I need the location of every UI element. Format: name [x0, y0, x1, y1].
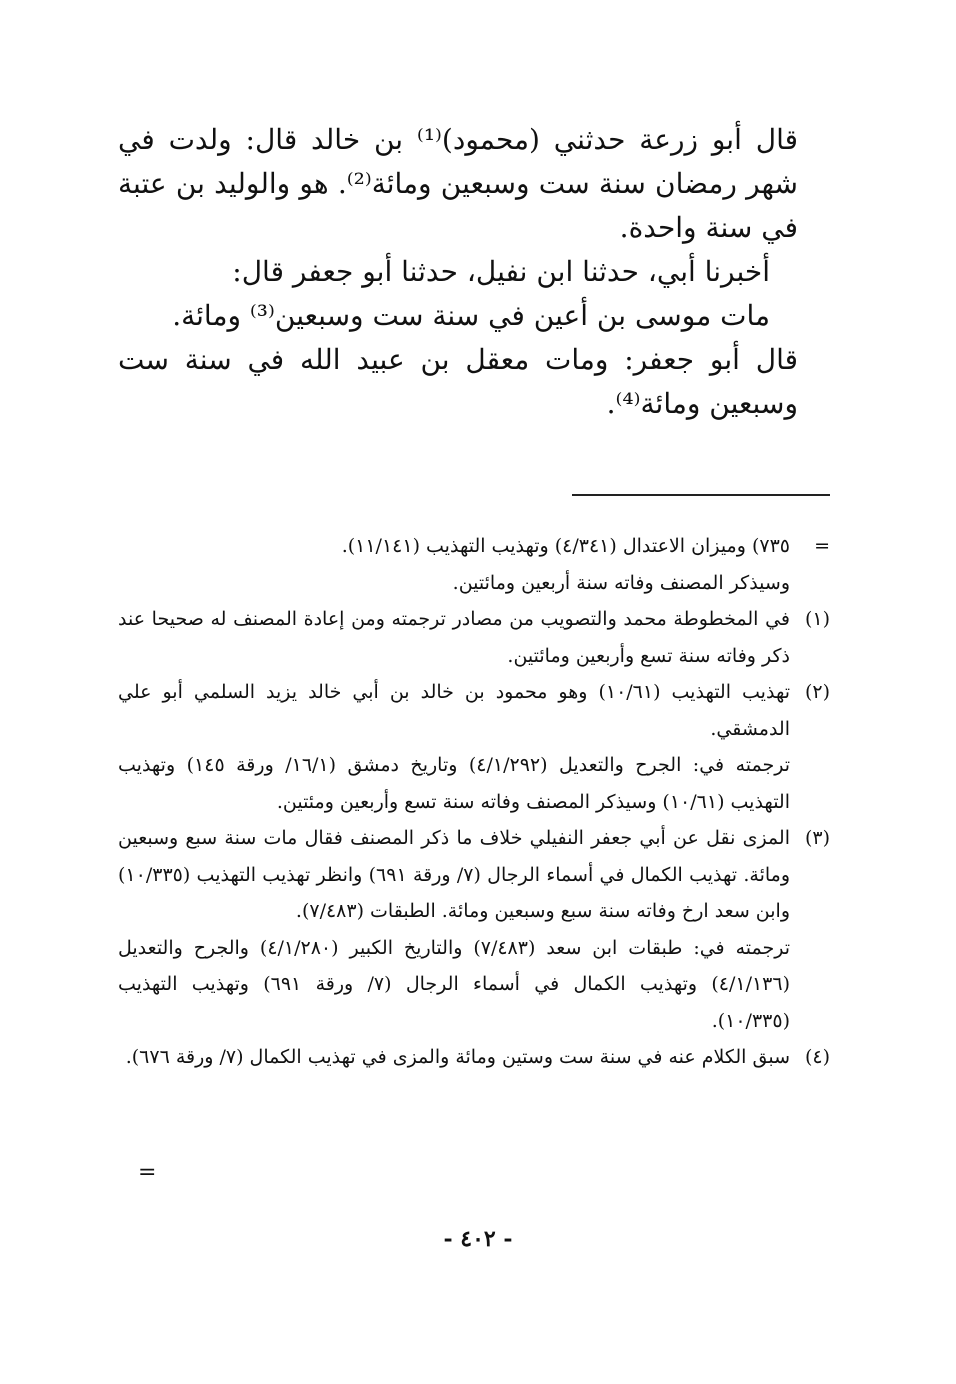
footnote-marker [790, 747, 830, 820]
footnote-3-biography [118, 930, 830, 1040]
footnote-continuation-2 [118, 565, 830, 602]
footnote-text: تهذيب التهذيب (١٠/٦١) وهو محمود بن خالد بن أبي خالد يزيد السلمي أبو علي الدمشقي. [118, 681, 790, 740]
footnote-2 [118, 674, 830, 747]
footnote-marker [790, 930, 830, 1040]
page-number: - ٤٠٢ - [443, 1226, 513, 1252]
paragraph-akhbarana: أخبرنا أبي، حدثنا ابن نفيل، حدثنا أبو جعفر قال: [232, 255, 770, 288]
footnote-number: (٤) [804, 1046, 830, 1068]
footnote-divider [572, 494, 830, 496]
footnote-2-biography [118, 747, 830, 820]
footnote-3 [118, 820, 830, 930]
footnote-marker [790, 565, 830, 602]
footnote-number: (١) [804, 608, 830, 630]
continuation-marker: = [138, 1160, 157, 1185]
paragraph-musa-bin-ayan: مات موسى بن أعين في سنة ست وسبعين⁽³⁾ ومائة. [172, 299, 770, 332]
footnote-1 [118, 601, 830, 674]
footnote-number: (٣) [804, 827, 830, 849]
footnotes [118, 528, 830, 1076]
main-text [118, 118, 830, 426]
footnote-continuation [118, 528, 830, 565]
footnote-text: ترجمته في: طبقات ابن سعد (٧/٤٨٣) والتاريخ الكبير (٤/١/٢٨٠) والجرح والتعديل (٤/١/١٣٦) وتهذيب الكمال في أسماء الرجال (٧/ ورقة ٦٩١) وتهذيب التهذيب (١٠/٣٣٥). [118, 936, 791, 1032]
paragraph-abu-zura: قال أبو زرعة حدثني (محمود)⁽¹⁾ بن خالد قال: ولدت في شهر رمضان سنة ست وسبعين ومائة⁽²⁾. هو والوليد بن عتبة في سنة واحدة. [118, 123, 798, 244]
footnote-number: (٢) [804, 681, 830, 703]
footnote-text: المزى نقل عن أبي جعفر النفيلي خلاف ما ذكر المصنف فقال مات سنة سبع وسبعين ومائة. تهذيب الكمال في أسماء الرجال (٧/ ورقة ٦٩١) وانظر تهذيب التهذيب (١٠/٣٣٥) وابن سعد ارخ وفاته سنة سبع وسبعين ومائة. الطبقات (٧/٤٨٣). [118, 827, 790, 922]
footnote-text: في المخطوطة محمد والتصويب من مصادر ترجمته ومن إعادة المصنف له صحيحا عند ذكر وفاته سنة تسع وأربعين ومائتين. [118, 608, 790, 667]
paragraph-abu-jafar: قال أبو جعفر: ومات معقل بن عبيد الله في سنة ست وسبعين ومائة⁽⁴⁾. [118, 343, 798, 420]
footnote-text: سبق الكلام عنه في سنة ست وستين ومائة والمزى في تهذيب الكمال (٧/ ورقة ٦٧٦). [125, 1046, 790, 1068]
footnote-text: وسيذكر المصنف وفاته سنة أربعين ومائتين. [452, 571, 790, 594]
footnote-text: ٧٣٥) وميزان الاعتدال (٤/٣٤١) وتهذيب التهذيب (١١/١٤١). [341, 535, 790, 557]
footnote-4 [118, 1039, 830, 1076]
footnote-text: ترجمته في: الجرح والتعديل (٤/١/٢٩٢) وتاريخ دمشق (١٦/١/ ورقة ١٤٥) وتهذيب التهذيب (١٠/٦١) وسيذكر المصنف وفاته سنة تسع وأربعين ومئتين. [118, 754, 791, 813]
footnote-marker: = [814, 535, 830, 557]
